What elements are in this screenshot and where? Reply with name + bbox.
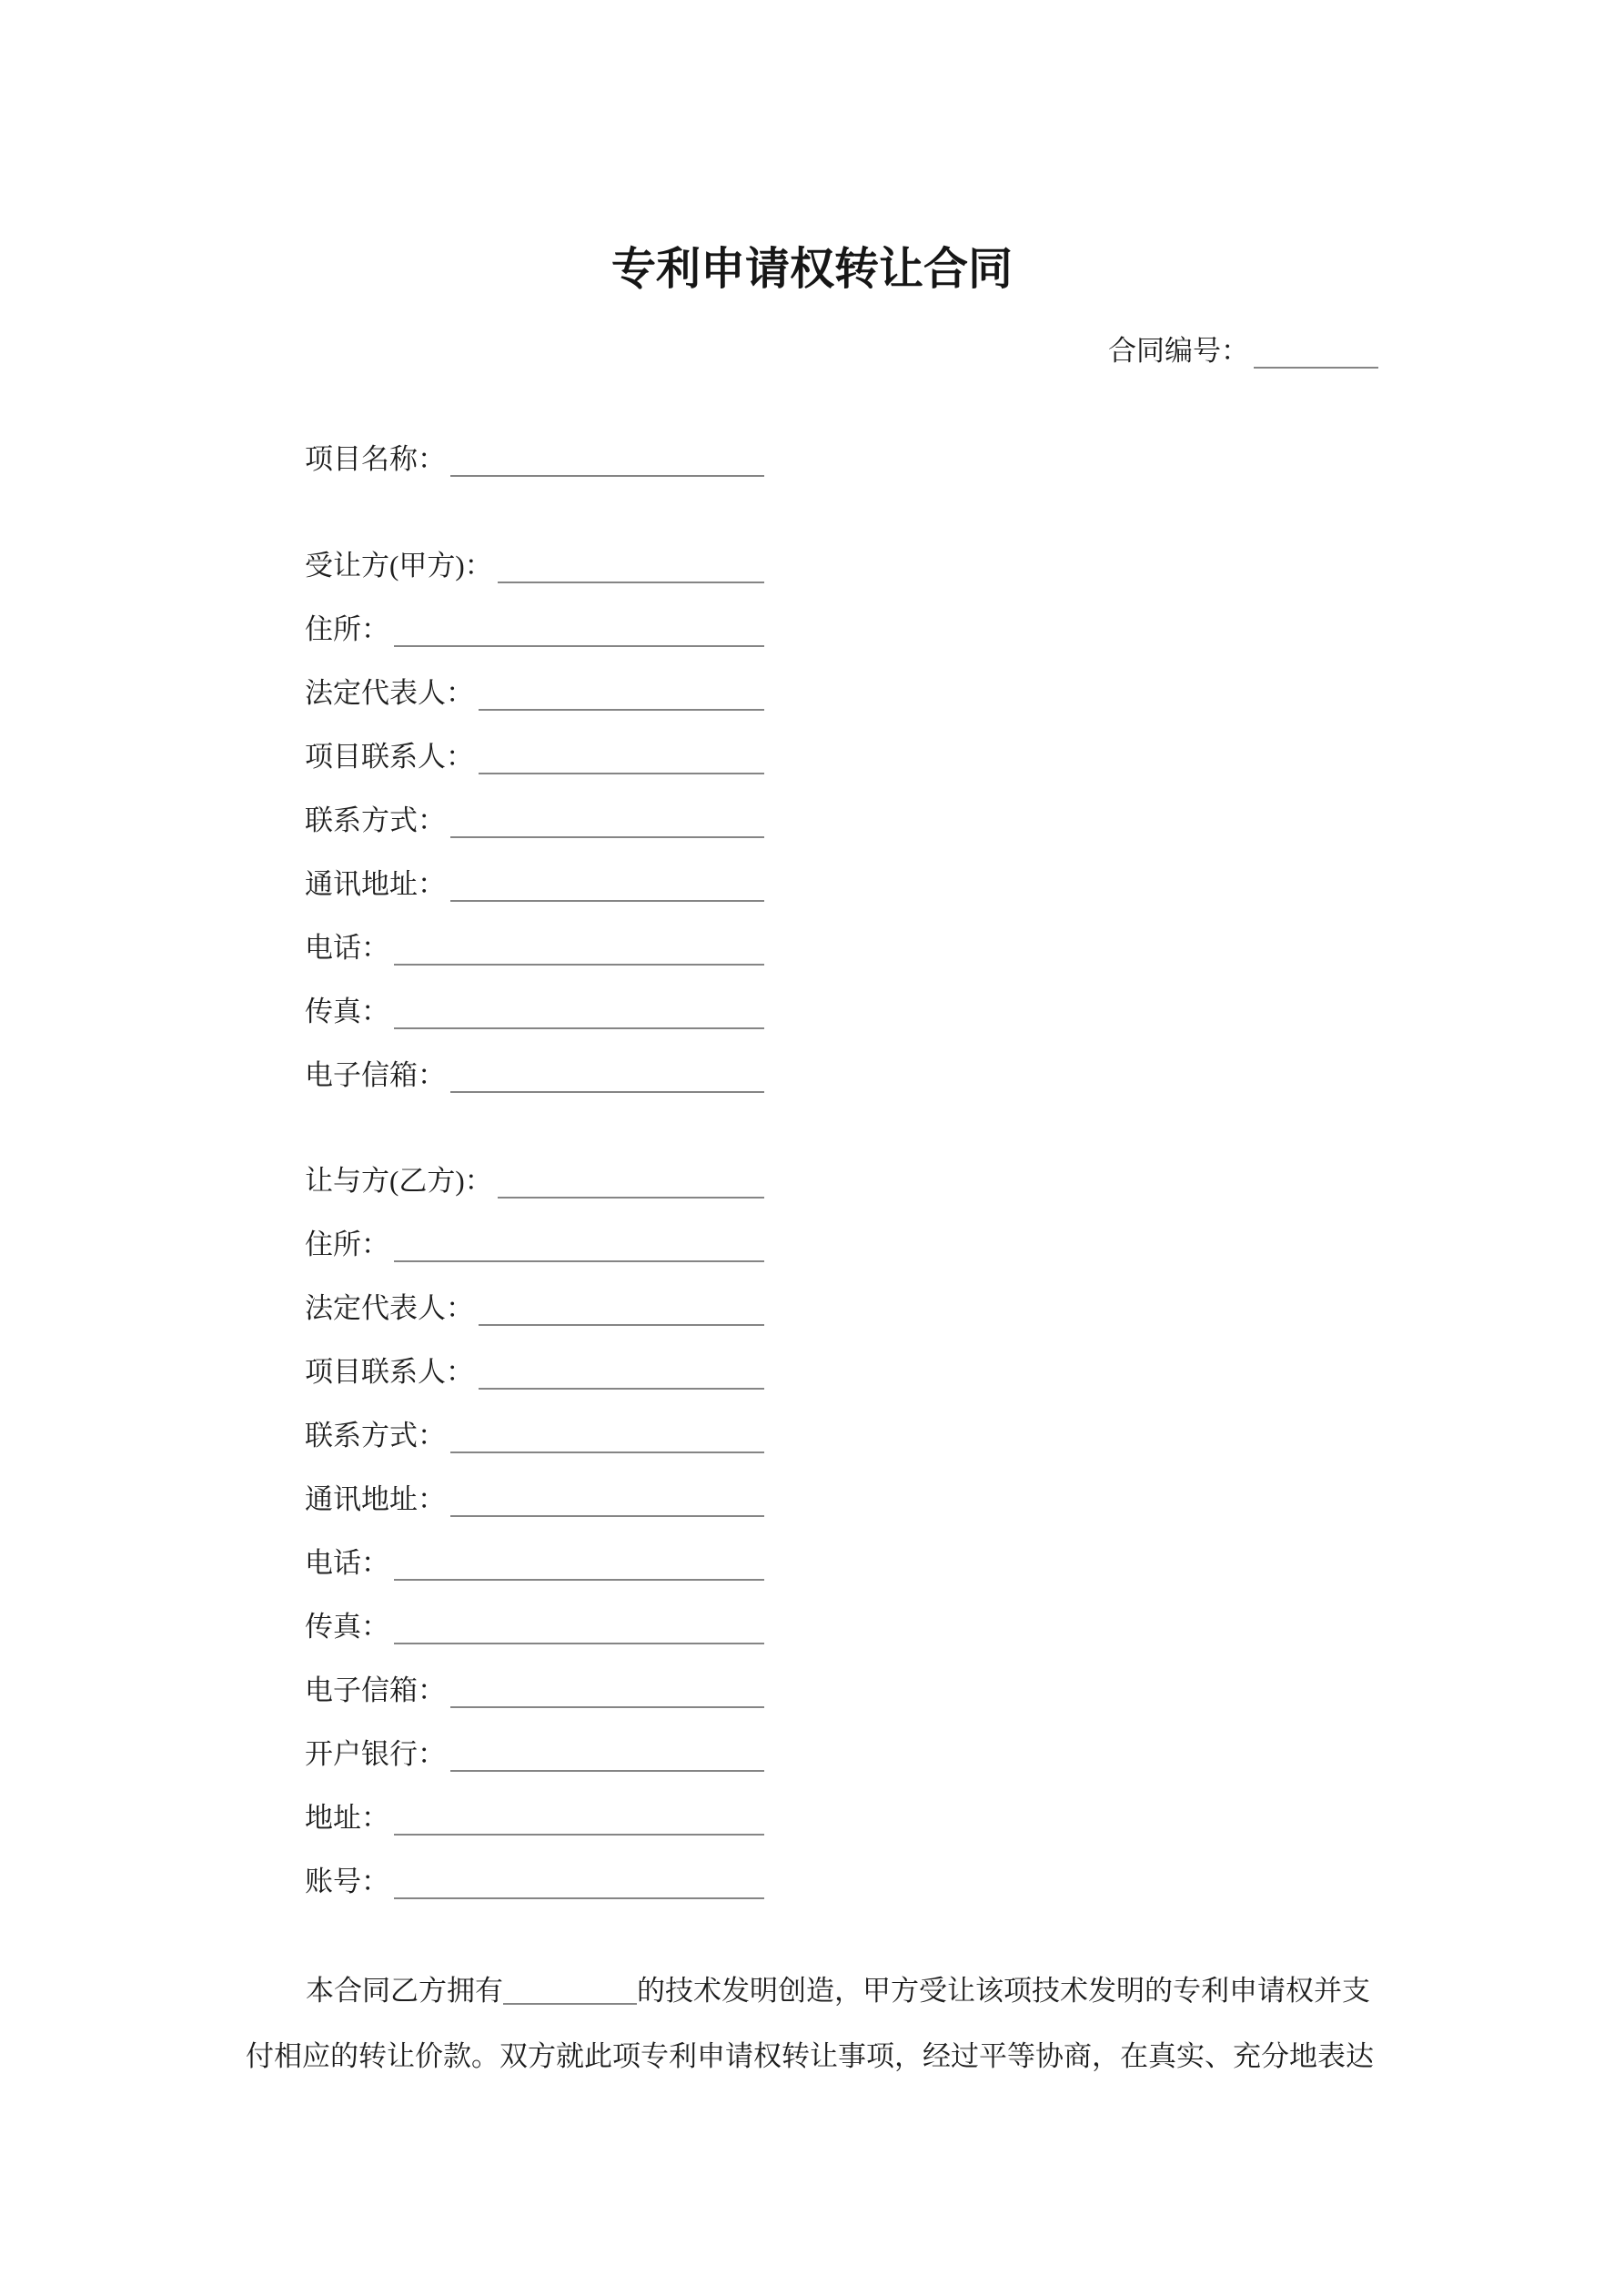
field-blank-email bbox=[450, 1706, 764, 1708]
field-row-legal-representative bbox=[305, 1282, 764, 1326]
intro-paragraph-line-2: 付相应的转让价款。双方就此项专利申请权转让事项，经过平等协商，在真实、充分地表达 bbox=[246, 2040, 1374, 2072]
field-row-email bbox=[305, 1664, 764, 1708]
field-row-mailing-address bbox=[305, 1473, 764, 1517]
field-blank-legal-representative bbox=[479, 709, 764, 711]
field-row-project-name bbox=[305, 433, 764, 477]
field-label-legal-representative: 法定代表人： bbox=[305, 677, 474, 710]
field-label-fax: 传真： bbox=[305, 1611, 389, 1644]
field-row-legal-representative bbox=[305, 667, 764, 711]
field-blank-mailing-address bbox=[450, 1515, 764, 1517]
field-row-bank-address bbox=[305, 1792, 764, 1836]
field-label-email: 电子信箱： bbox=[305, 1674, 446, 1707]
contract-number-blank bbox=[1254, 367, 1378, 369]
field-row-telephone bbox=[305, 1537, 764, 1581]
field-blank-contact-method bbox=[450, 1451, 764, 1453]
technology-name-blank bbox=[503, 2003, 637, 2005]
field-row-contact-method bbox=[305, 1410, 764, 1453]
field-row-residence bbox=[305, 1219, 764, 1262]
field-blank-residence bbox=[394, 645, 764, 647]
field-row-transferee-party-a bbox=[305, 540, 764, 583]
field-row-transferor-party-b bbox=[305, 1155, 764, 1199]
intro-line1-prefix: 本合同乙方拥有 bbox=[306, 1975, 503, 2007]
field-blank-deposit-bank bbox=[450, 1770, 764, 1772]
field-row-contact-method bbox=[305, 794, 764, 838]
field-label-residence: 住所： bbox=[305, 613, 389, 646]
field-blank-account-number bbox=[394, 1897, 764, 1899]
field-blank-project-name bbox=[450, 475, 764, 477]
field-row-fax bbox=[305, 1601, 764, 1644]
field-blank-residence bbox=[394, 1260, 764, 1262]
contract-number-label: 合同编号： bbox=[1108, 335, 1249, 368]
field-label-account-number: 账号： bbox=[305, 1866, 389, 1898]
field-label-contact-method: 联系方式： bbox=[305, 804, 446, 837]
field-blank-bank-address bbox=[394, 1834, 764, 1836]
field-blank-transferee-party-a bbox=[498, 582, 764, 583]
intro-paragraph-line-1 bbox=[246, 1958, 1378, 2024]
field-blank-fax bbox=[394, 1027, 764, 1029]
field-blank-project-contact bbox=[479, 773, 764, 774]
field-label-fax: 传真： bbox=[305, 996, 389, 1028]
contract-number-row bbox=[1108, 330, 1378, 369]
field-label-telephone: 电话： bbox=[305, 1547, 389, 1580]
field-label-mailing-address: 通讯地址： bbox=[305, 1483, 446, 1516]
field-label-legal-representative: 法定代表人： bbox=[305, 1292, 474, 1325]
field-row-project-contact bbox=[305, 731, 764, 774]
field-blank-mailing-address bbox=[450, 900, 764, 902]
field-label-deposit-bank: 开户银行： bbox=[305, 1738, 446, 1771]
field-row-mailing-address bbox=[305, 858, 764, 902]
field-blank-transferor-party-b bbox=[498, 1197, 764, 1199]
intro-paragraph bbox=[246, 1958, 1378, 2089]
field-blank-project-contact bbox=[479, 1388, 764, 1390]
field-label-bank-address: 地址： bbox=[305, 1802, 389, 1835]
field-label-project-contact: 项目联系人： bbox=[305, 741, 474, 774]
field-blank-fax bbox=[394, 1643, 764, 1644]
intro-line1-suffix: 的技术发明创造，甲方受让该项技术发明的专利申请权并支 bbox=[637, 1975, 1370, 2007]
field-row-deposit-bank bbox=[305, 1728, 764, 1772]
field-row-email bbox=[305, 1049, 764, 1093]
field-label-mailing-address: 通讯地址： bbox=[305, 868, 446, 901]
field-row-residence bbox=[305, 603, 764, 647]
field-row-fax bbox=[305, 986, 764, 1029]
field-label-telephone: 电话： bbox=[305, 932, 389, 965]
field-label-residence: 住所： bbox=[305, 1229, 389, 1261]
document-title: 专利申请权转让合同 bbox=[610, 245, 1013, 294]
field-row-project-contact bbox=[305, 1346, 764, 1390]
field-blank-contact-method bbox=[450, 836, 764, 838]
field-label-project-name: 项目名称： bbox=[305, 443, 446, 476]
field-row-telephone bbox=[305, 922, 764, 966]
field-label-project-contact: 项目联系人： bbox=[305, 1356, 474, 1389]
field-label-contact-method: 联系方式： bbox=[305, 1420, 446, 1452]
field-label-transferee-party-a: 受让方(甲方)： bbox=[305, 550, 493, 582]
field-blank-telephone bbox=[394, 1579, 764, 1581]
field-blank-legal-representative bbox=[479, 1324, 764, 1326]
field-label-email: 电子信箱： bbox=[305, 1059, 446, 1092]
field-blank-telephone bbox=[394, 964, 764, 966]
field-row-account-number bbox=[305, 1856, 764, 1899]
field-label-transferor-party-b: 让与方(乙方)： bbox=[305, 1165, 493, 1198]
field-blank-email bbox=[450, 1091, 764, 1093]
